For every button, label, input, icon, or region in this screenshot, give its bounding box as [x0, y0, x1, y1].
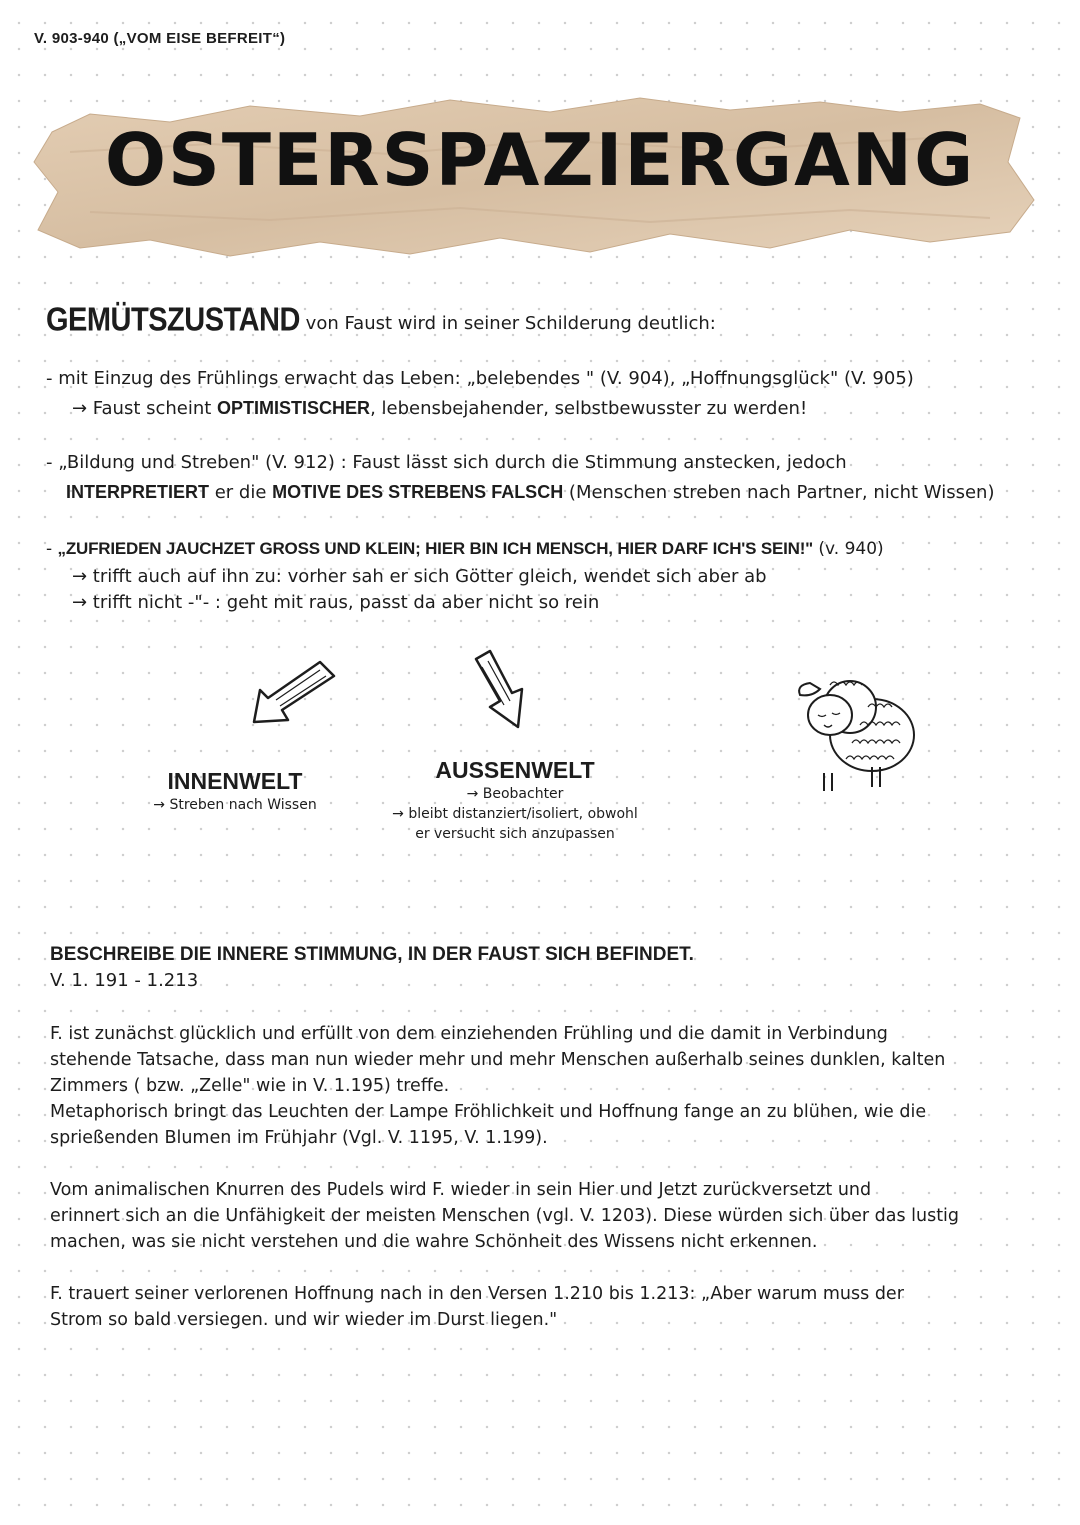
bullet-3-line-3: → trifft nicht -"- : geht mit raus, passt da aber nicht so rein — [72, 592, 600, 613]
sheep-icon — [790, 655, 920, 795]
quote-ref: (v. 940) — [813, 539, 884, 559]
page-title: OSTERSPAZIERGANG — [104, 118, 976, 202]
paragraph-line: F. trauert seiner verlorenen Hoffnung nach in den Versen 1.210 bis 1.213: „Aber warum muss der — [50, 1284, 904, 1304]
paragraph-line: F. ist zunächst glücklich und erfüllt von dem einziehenden Frühling und die damit in Verbindung — [50, 1024, 888, 1044]
aussenwelt-sub-3: er versucht sich anzupassen — [415, 826, 615, 842]
bullet-1-line-2 — [72, 398, 807, 419]
heading-rest: von Faust wird in seiner Schilderung deutlich: — [299, 313, 716, 334]
motive-term: MOTIVE DES STREBENS FALSCH — [272, 482, 564, 502]
verse-reference: V. 903-940 („VOM EISE BEFREIT“) — [34, 30, 286, 47]
bullet-3-line-2: → trifft auch auf ihn zu: vorher sah er sich Götter gleich, wendet sich aber ab — [72, 566, 767, 587]
paragraph-line: stehende Tatsache, dass man nun wieder mehr und mehr Menschen außerhalb seines dunklen, kalten — [50, 1050, 946, 1070]
arrow-down-left-icon — [240, 650, 340, 730]
paragraph-line: machen, was sie nicht verstehen und die wahre Schönheit des Wissens nicht erkennen. — [50, 1232, 818, 1252]
bullet-2-rest: (Menschen streben nach Partner, nicht Wissen) — [563, 482, 995, 503]
paragraph-line: Strom so bald versiegen. und wir wieder im Durst liegen." — [50, 1310, 558, 1330]
bullet-2-line-2 — [66, 482, 994, 503]
paragraph-line: erinnert sich an die Unfähigkeit der meisten Menschen (vgl. V. 1203). Diese würden sich über das lustig — [50, 1206, 960, 1226]
bullet-1-prefix: → Faust scheint — [72, 398, 218, 419]
paragraph-line: sprießenden Blumen im Frühjahr (Vgl. V. 1195, V. 1.199). — [50, 1128, 548, 1148]
innenwelt-block — [140, 768, 330, 815]
paragraph-1 — [50, 1021, 1040, 1151]
paragraph-line: Metaphorisch bringt das Leuchten der Lampe Fröhlichkeit und Hoffnung fange an zu blühen, wie die — [50, 1102, 927, 1122]
aussenwelt-sub-2: → bleibt distanziert/isoliert, obwohl — [392, 806, 638, 822]
paragraph-line: Vom animalischen Knurren des Pudels wird F. wieder in sein Hier und Jetzt zurückversetzt und — [50, 1180, 872, 1200]
task-verse: V. 1. 191 - 1.213 — [50, 970, 199, 991]
gemuetszustand-heading: GEMÜTSZUSTAND — [46, 301, 300, 339]
arrow-down-right-icon — [460, 645, 540, 735]
section-heading — [46, 301, 716, 339]
quote-bold: „ZUFRIEDEN JAUCHZET GROSS UND KLEIN; HIER BIN ICH MENSCH, HIER DARF ICH'S SEIN!" — [57, 539, 814, 558]
task-heading: BESCHREIBE DIE INNERE STIMMUNG, IN DER FAUST SICH BEFINDET. — [50, 944, 694, 965]
optimistischer-term: OPTIMISTISCHER — [217, 398, 371, 418]
paragraph-2 — [50, 1177, 1040, 1255]
aussenwelt-title: AUSSENWELT — [435, 757, 595, 783]
bullet-2-line-1: - „Bildung und Streben" (V. 912) : Faust lässt sich durch die Stimmung anstecken, jedoch — [46, 452, 847, 473]
aussenwelt-block — [380, 757, 650, 844]
innenwelt-sub: → Streben nach Wissen — [153, 797, 317, 813]
bullet-3-line-1 — [46, 539, 884, 559]
interpretiert-term: INTERPRETIERT — [66, 482, 210, 502]
bullet-1-line-1: - mit Einzug des Frühlings erwacht das Leben: „belebendes " (V. 904), „Hoffnungsglück" (V. 905) — [46, 368, 914, 389]
paragraph-3 — [50, 1281, 1040, 1333]
bullet-2-mid: er die — [209, 482, 273, 503]
bullet-1-rest: , lebensbejahender, selbstbewusster zu werden! — [370, 398, 808, 419]
innenwelt-title: INNENWELT — [167, 768, 303, 794]
aussenwelt-sub-1: → Beobachter — [466, 786, 564, 802]
bullet-3-prefix: - — [46, 539, 58, 559]
paragraph-line: Zimmers ( bzw. „Zelle" wie in V. 1.195) treffe. — [50, 1076, 450, 1096]
